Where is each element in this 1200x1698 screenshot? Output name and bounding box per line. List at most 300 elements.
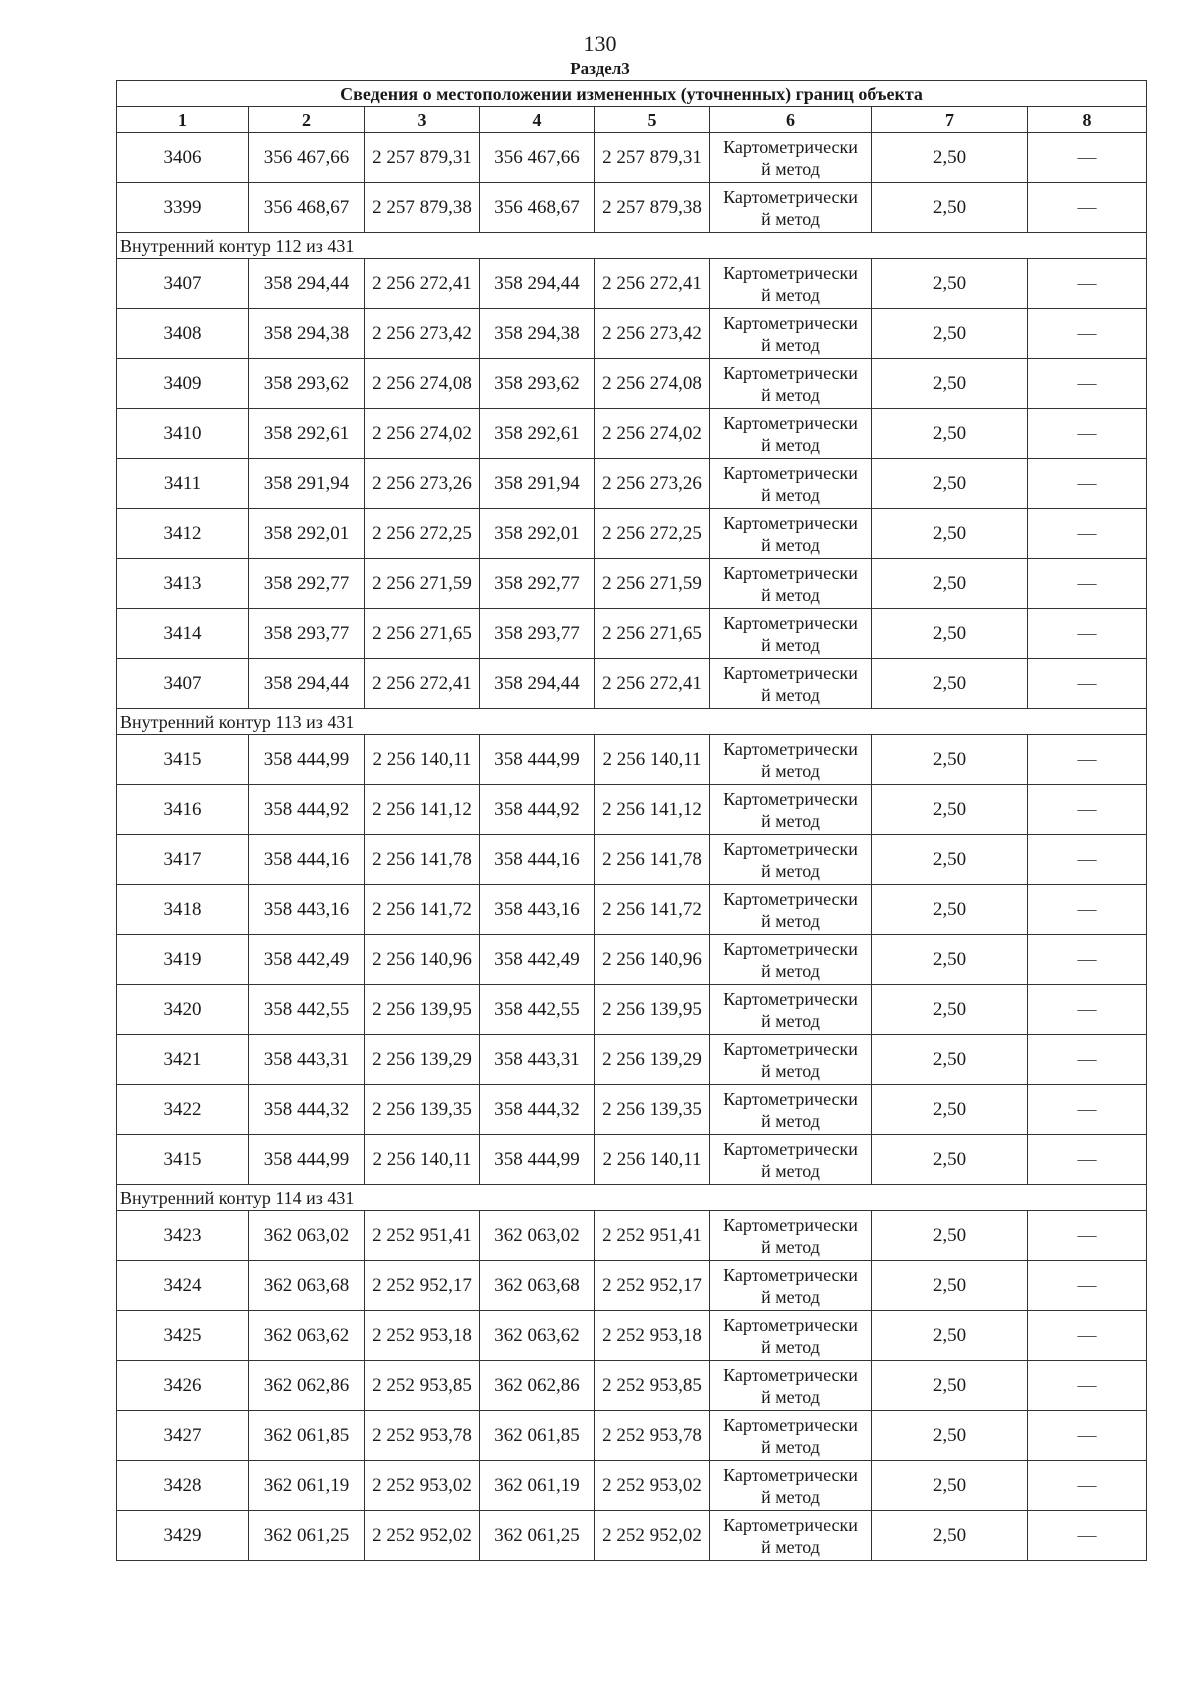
table-row [117, 509, 1147, 559]
point-number-cell: 3407 [117, 659, 249, 709]
x-existing-cell: 356 468,67 [249, 183, 365, 233]
method-line-2: й метод [761, 810, 820, 831]
x-existing-cell: 358 293,77 [249, 609, 365, 659]
point-number-cell: 3418 [117, 885, 249, 935]
table-row [117, 1135, 1147, 1185]
description-cell: — [1028, 1261, 1147, 1311]
table-caption: Сведения о местоположении измененных (уточненных) границ объекта [117, 81, 1147, 107]
method-line-1: Картометрически [723, 1414, 858, 1435]
x-new-cell: 358 442,49 [480, 935, 595, 985]
y-new-cell: 2 256 139,29 [595, 1035, 710, 1085]
description-cell: — [1028, 359, 1147, 409]
method-cell [710, 409, 872, 459]
y-existing-cell: 2 252 953,85 [365, 1361, 480, 1411]
y-new-cell: 2 252 953,18 [595, 1311, 710, 1361]
x-existing-cell: 362 063,02 [249, 1211, 365, 1261]
point-number-cell: 3426 [117, 1361, 249, 1411]
accuracy-cell: 2,50 [872, 785, 1028, 835]
y-existing-cell: 2 256 140,11 [365, 735, 480, 785]
method-line-1: Картометрически [723, 1364, 858, 1385]
point-number-cell: 3408 [117, 309, 249, 359]
description-cell: — [1028, 1085, 1147, 1135]
method-cell [710, 1461, 872, 1511]
x-existing-cell: 358 444,32 [249, 1085, 365, 1135]
y-existing-cell: 2 256 141,78 [365, 835, 480, 885]
point-number-cell: 3416 [117, 785, 249, 835]
method-line-1: Картометрически [723, 462, 858, 483]
column-header-8: 8 [1028, 107, 1147, 133]
method-line-2: й метод [761, 1536, 820, 1557]
method-line-2: й метод [761, 484, 820, 505]
y-existing-cell: 2 256 274,08 [365, 359, 480, 409]
description-cell: — [1028, 609, 1147, 659]
accuracy-cell: 2,50 [872, 609, 1028, 659]
x-new-cell: 362 061,19 [480, 1461, 595, 1511]
table-row [117, 935, 1147, 985]
method-line-1: Картометрически [723, 1514, 858, 1535]
method-cell [710, 559, 872, 609]
accuracy-cell: 2,50 [872, 459, 1028, 509]
description-cell: — [1028, 885, 1147, 935]
y-new-cell: 2 256 139,95 [595, 985, 710, 1035]
column-header-6: 6 [710, 107, 872, 133]
method-line-2: й метод [761, 1010, 820, 1031]
method-line-1: Картометрически [723, 1138, 858, 1159]
method-line-2: й метод [761, 860, 820, 881]
x-new-cell: 362 063,02 [480, 1211, 595, 1261]
accuracy-cell: 2,50 [872, 183, 1028, 233]
table-row [117, 409, 1147, 459]
table-row [117, 885, 1147, 935]
method-cell [710, 1311, 872, 1361]
method-line-1: Картометрически [723, 1088, 858, 1109]
y-existing-cell: 2 256 272,25 [365, 509, 480, 559]
accuracy-cell: 2,50 [872, 1085, 1028, 1135]
description-cell: — [1028, 985, 1147, 1035]
description-cell: — [1028, 735, 1147, 785]
description-cell: — [1028, 1411, 1147, 1461]
method-line-1: Картометрически [723, 412, 858, 433]
description-cell: — [1028, 133, 1147, 183]
x-new-cell: 358 292,61 [480, 409, 595, 459]
table-row [117, 835, 1147, 885]
table-row [117, 659, 1147, 709]
x-new-cell: 362 063,62 [480, 1311, 595, 1361]
method-cell [710, 1035, 872, 1085]
method-cell [710, 785, 872, 835]
point-number-cell: 3424 [117, 1261, 249, 1311]
description-cell: — [1028, 1035, 1147, 1085]
method-line-2: й метод [761, 384, 820, 405]
x-new-cell: 358 293,77 [480, 609, 595, 659]
y-existing-cell: 2 256 272,41 [365, 259, 480, 309]
accuracy-cell: 2,50 [872, 985, 1028, 1035]
column-header-3: 3 [365, 107, 480, 133]
contour-label: Внутренний контур 112 из 431 [117, 233, 1147, 259]
x-existing-cell: 358 294,44 [249, 259, 365, 309]
accuracy-cell: 2,50 [872, 409, 1028, 459]
column-header-1: 1 [117, 107, 249, 133]
y-existing-cell: 2 252 953,18 [365, 1311, 480, 1361]
method-line-2: й метод [761, 634, 820, 655]
accuracy-cell: 2,50 [872, 559, 1028, 609]
method-line-1: Картометрически [723, 562, 858, 583]
x-new-cell: 358 444,92 [480, 785, 595, 835]
column-header-row [117, 107, 1147, 133]
y-existing-cell: 2 256 140,11 [365, 1135, 480, 1185]
accuracy-cell: 2,50 [872, 1461, 1028, 1511]
x-new-cell: 358 294,44 [480, 659, 595, 709]
y-new-cell: 2 256 272,41 [595, 659, 710, 709]
description-cell: — [1028, 1211, 1147, 1261]
table-caption-row [117, 81, 1147, 107]
point-number-cell: 3406 [117, 133, 249, 183]
table-row [117, 1035, 1147, 1085]
y-existing-cell: 2 252 952,17 [365, 1261, 480, 1311]
y-new-cell: 2 256 272,41 [595, 259, 710, 309]
section-title: Раздел3 [570, 59, 630, 78]
method-cell [710, 835, 872, 885]
y-existing-cell: 2 256 139,29 [365, 1035, 480, 1085]
method-line-2: й метод [761, 1060, 820, 1081]
method-cell [710, 1085, 872, 1135]
x-existing-cell: 358 444,99 [249, 735, 365, 785]
y-existing-cell: 2 256 271,65 [365, 609, 480, 659]
accuracy-cell: 2,50 [872, 1135, 1028, 1185]
accuracy-cell: 2,50 [872, 1511, 1028, 1561]
accuracy-cell: 2,50 [872, 1361, 1028, 1411]
method-cell [710, 609, 872, 659]
table-row [117, 609, 1147, 659]
method-cell [710, 659, 872, 709]
accuracy-cell: 2,50 [872, 735, 1028, 785]
method-line-1: Картометрически [723, 136, 858, 157]
accuracy-cell: 2,50 [872, 259, 1028, 309]
method-line-1: Картометрически [723, 1264, 858, 1285]
y-new-cell: 2 256 140,11 [595, 735, 710, 785]
x-new-cell: 358 293,62 [480, 359, 595, 409]
y-new-cell: 2 256 273,42 [595, 309, 710, 359]
accuracy-cell: 2,50 [872, 509, 1028, 559]
x-new-cell: 358 444,32 [480, 1085, 595, 1135]
contour-label: Внутренний контур 113 из 431 [117, 709, 1147, 735]
point-number-cell: 3425 [117, 1311, 249, 1361]
y-new-cell: 2 256 273,26 [595, 459, 710, 509]
x-existing-cell: 362 061,25 [249, 1511, 365, 1561]
x-new-cell: 356 468,67 [480, 183, 595, 233]
method-cell [710, 735, 872, 785]
x-existing-cell: 358 442,49 [249, 935, 365, 985]
table-row [117, 183, 1147, 233]
method-cell [710, 359, 872, 409]
method-line-2: й метод [761, 1386, 820, 1407]
method-line-1: Картометрически [723, 788, 858, 809]
column-header-7: 7 [872, 107, 1028, 133]
method-line-1: Картометрически [723, 1314, 858, 1335]
method-line-1: Картометрически [723, 1214, 858, 1235]
x-new-cell: 358 291,94 [480, 459, 595, 509]
y-existing-cell: 2 256 271,59 [365, 559, 480, 609]
description-cell: — [1028, 1361, 1147, 1411]
table-row [117, 309, 1147, 359]
x-new-cell: 358 292,77 [480, 559, 595, 609]
method-line-2: й метод [761, 284, 820, 305]
table-row [117, 259, 1147, 309]
table-row [117, 1511, 1147, 1561]
method-line-1: Картометрически [723, 186, 858, 207]
y-existing-cell: 2 256 141,72 [365, 885, 480, 935]
x-new-cell: 358 294,38 [480, 309, 595, 359]
contour-row [117, 233, 1147, 259]
x-new-cell: 356 467,66 [480, 133, 595, 183]
point-number-cell: 3415 [117, 735, 249, 785]
y-existing-cell: 2 252 952,02 [365, 1511, 480, 1561]
x-existing-cell: 362 061,85 [249, 1411, 365, 1461]
description-cell: — [1028, 559, 1147, 609]
table-row [117, 1211, 1147, 1261]
method-line-1: Картометрически [723, 662, 858, 683]
method-line-2: й метод [761, 1336, 820, 1357]
x-existing-cell: 358 291,94 [249, 459, 365, 509]
method-cell [710, 935, 872, 985]
description-cell: — [1028, 1135, 1147, 1185]
point-number-cell: 3399 [117, 183, 249, 233]
y-new-cell: 2 252 953,78 [595, 1411, 710, 1461]
description-cell: — [1028, 409, 1147, 459]
column-header-5: 5 [595, 107, 710, 133]
method-line-1: Картометрически [723, 512, 858, 533]
method-line-2: й метод [761, 1160, 820, 1181]
method-cell [710, 1211, 872, 1261]
y-existing-cell: 2 256 139,35 [365, 1085, 480, 1135]
method-line-2: й метод [761, 208, 820, 229]
table-row [117, 133, 1147, 183]
contour-row [117, 1185, 1147, 1211]
method-line-2: й метод [761, 534, 820, 555]
y-new-cell: 2 256 272,25 [595, 509, 710, 559]
x-new-cell: 362 061,25 [480, 1511, 595, 1561]
x-new-cell: 358 443,31 [480, 1035, 595, 1085]
x-new-cell: 358 442,55 [480, 985, 595, 1035]
point-number-cell: 3420 [117, 985, 249, 1035]
y-new-cell: 2 256 271,65 [595, 609, 710, 659]
y-new-cell: 2 256 141,12 [595, 785, 710, 835]
method-line-2: й метод [761, 1486, 820, 1507]
x-existing-cell: 356 467,66 [249, 133, 365, 183]
y-existing-cell: 2 256 141,12 [365, 785, 480, 835]
x-existing-cell: 362 061,19 [249, 1461, 365, 1511]
table-body [117, 81, 1147, 1561]
point-number-cell: 3419 [117, 935, 249, 985]
x-existing-cell: 362 063,68 [249, 1261, 365, 1311]
x-existing-cell: 358 444,99 [249, 1135, 365, 1185]
method-cell [710, 133, 872, 183]
y-new-cell: 2 252 953,85 [595, 1361, 710, 1411]
table-row [117, 785, 1147, 835]
y-existing-cell: 2 252 953,78 [365, 1411, 480, 1461]
y-new-cell: 2 252 952,02 [595, 1511, 710, 1561]
method-line-2: й метод [761, 760, 820, 781]
x-existing-cell: 362 062,86 [249, 1361, 365, 1411]
table-row [117, 359, 1147, 409]
method-line-1: Картометрически [723, 1464, 858, 1485]
method-cell [710, 459, 872, 509]
point-number-cell: 3421 [117, 1035, 249, 1085]
method-cell [710, 183, 872, 233]
description-cell: — [1028, 1461, 1147, 1511]
y-existing-cell: 2 256 274,02 [365, 409, 480, 459]
method-line-2: й метод [761, 434, 820, 455]
point-number-cell: 3422 [117, 1085, 249, 1135]
page-number: 130 [583, 31, 617, 56]
method-cell [710, 885, 872, 935]
description-cell: — [1028, 1311, 1147, 1361]
y-existing-cell: 2 256 140,96 [365, 935, 480, 985]
x-new-cell: 362 062,86 [480, 1361, 595, 1411]
y-existing-cell: 2 252 953,02 [365, 1461, 480, 1511]
y-existing-cell: 2 252 951,41 [365, 1211, 480, 1261]
point-number-cell: 3413 [117, 559, 249, 609]
column-header-2: 2 [249, 107, 365, 133]
x-new-cell: 362 063,68 [480, 1261, 595, 1311]
point-number-cell: 3409 [117, 359, 249, 409]
column-header-4: 4 [480, 107, 595, 133]
description-cell: — [1028, 309, 1147, 359]
x-new-cell: 358 444,99 [480, 735, 595, 785]
method-line-2: й метод [761, 158, 820, 179]
table-row [117, 1461, 1147, 1511]
y-existing-cell: 2 256 273,42 [365, 309, 480, 359]
accuracy-cell: 2,50 [872, 1035, 1028, 1085]
description-cell: — [1028, 935, 1147, 985]
method-line-1: Картометрически [723, 312, 858, 333]
y-new-cell: 2 256 271,59 [595, 559, 710, 609]
x-existing-cell: 358 292,01 [249, 509, 365, 559]
x-new-cell: 362 061,85 [480, 1411, 595, 1461]
y-new-cell: 2 256 141,78 [595, 835, 710, 885]
description-cell: — [1028, 259, 1147, 309]
description-cell: — [1028, 509, 1147, 559]
table-row [117, 459, 1147, 509]
method-line-2: й метод [761, 584, 820, 605]
table-row [117, 1361, 1147, 1411]
point-number-cell: 3410 [117, 409, 249, 459]
method-cell [710, 509, 872, 559]
description-cell: — [1028, 183, 1147, 233]
point-number-cell: 3415 [117, 1135, 249, 1185]
accuracy-cell: 2,50 [872, 1311, 1028, 1361]
y-new-cell: 2 252 953,02 [595, 1461, 710, 1511]
boundary-coordinates-table [116, 80, 1147, 1561]
x-existing-cell: 358 443,16 [249, 885, 365, 935]
accuracy-cell: 2,50 [872, 935, 1028, 985]
y-new-cell: 2 257 879,31 [595, 133, 710, 183]
accuracy-cell: 2,50 [872, 835, 1028, 885]
method-line-1: Картометрически [723, 362, 858, 383]
description-cell: — [1028, 459, 1147, 509]
method-cell [710, 1511, 872, 1561]
method-cell [710, 259, 872, 309]
y-new-cell: 2 256 140,11 [595, 1135, 710, 1185]
table-row [117, 1311, 1147, 1361]
x-existing-cell: 358 293,62 [249, 359, 365, 409]
point-number-cell: 3407 [117, 259, 249, 309]
method-cell [710, 1261, 872, 1311]
accuracy-cell: 2,50 [872, 133, 1028, 183]
contour-label: Внутренний контур 114 из 431 [117, 1185, 1147, 1211]
description-cell: — [1028, 785, 1147, 835]
table-row [117, 1085, 1147, 1135]
description-cell: — [1028, 659, 1147, 709]
method-line-2: й метод [761, 1436, 820, 1457]
accuracy-cell: 2,50 [872, 359, 1028, 409]
y-existing-cell: 2 257 879,31 [365, 133, 480, 183]
x-new-cell: 358 444,99 [480, 1135, 595, 1185]
method-line-2: й метод [761, 1286, 820, 1307]
accuracy-cell: 2,50 [872, 659, 1028, 709]
method-line-1: Картометрически [723, 738, 858, 759]
method-cell [710, 985, 872, 1035]
y-new-cell: 2 256 140,96 [595, 935, 710, 985]
y-existing-cell: 2 257 879,38 [365, 183, 480, 233]
x-existing-cell: 362 063,62 [249, 1311, 365, 1361]
method-line-1: Картометрически [723, 612, 858, 633]
table-row [117, 1261, 1147, 1311]
y-new-cell: 2 252 952,17 [595, 1261, 710, 1311]
point-number-cell: 3423 [117, 1211, 249, 1261]
method-cell [710, 309, 872, 359]
x-new-cell: 358 292,01 [480, 509, 595, 559]
accuracy-cell: 2,50 [872, 1261, 1028, 1311]
accuracy-cell: 2,50 [872, 1411, 1028, 1461]
method-line-2: й метод [761, 960, 820, 981]
method-line-2: й метод [761, 1110, 820, 1131]
point-number-cell: 3429 [117, 1511, 249, 1561]
x-existing-cell: 358 443,31 [249, 1035, 365, 1085]
table-row [117, 735, 1147, 785]
accuracy-cell: 2,50 [872, 1211, 1028, 1261]
y-new-cell: 2 256 141,72 [595, 885, 710, 935]
method-line-1: Картометрически [723, 888, 858, 909]
contour-row [117, 709, 1147, 735]
method-line-2: й метод [761, 684, 820, 705]
method-line-1: Картометрически [723, 1038, 858, 1059]
y-new-cell: 2 252 951,41 [595, 1211, 710, 1261]
accuracy-cell: 2,50 [872, 885, 1028, 935]
method-line-1: Картометрически [723, 262, 858, 283]
point-number-cell: 3414 [117, 609, 249, 659]
point-number-cell: 3427 [117, 1411, 249, 1461]
table-row [117, 1411, 1147, 1461]
point-number-cell: 3417 [117, 835, 249, 885]
method-cell [710, 1411, 872, 1461]
table-row [117, 985, 1147, 1035]
accuracy-cell: 2,50 [872, 309, 1028, 359]
x-new-cell: 358 443,16 [480, 885, 595, 935]
method-line-1: Картометрически [723, 838, 858, 859]
description-cell: — [1028, 1511, 1147, 1561]
description-cell: — [1028, 835, 1147, 885]
method-line-2: й метод [761, 910, 820, 931]
point-number-cell: 3412 [117, 509, 249, 559]
x-new-cell: 358 294,44 [480, 259, 595, 309]
table-row [117, 559, 1147, 609]
y-new-cell: 2 257 879,38 [595, 183, 710, 233]
x-new-cell: 358 444,16 [480, 835, 595, 885]
method-cell [710, 1135, 872, 1185]
y-existing-cell: 2 256 139,95 [365, 985, 480, 1035]
x-existing-cell: 358 292,77 [249, 559, 365, 609]
